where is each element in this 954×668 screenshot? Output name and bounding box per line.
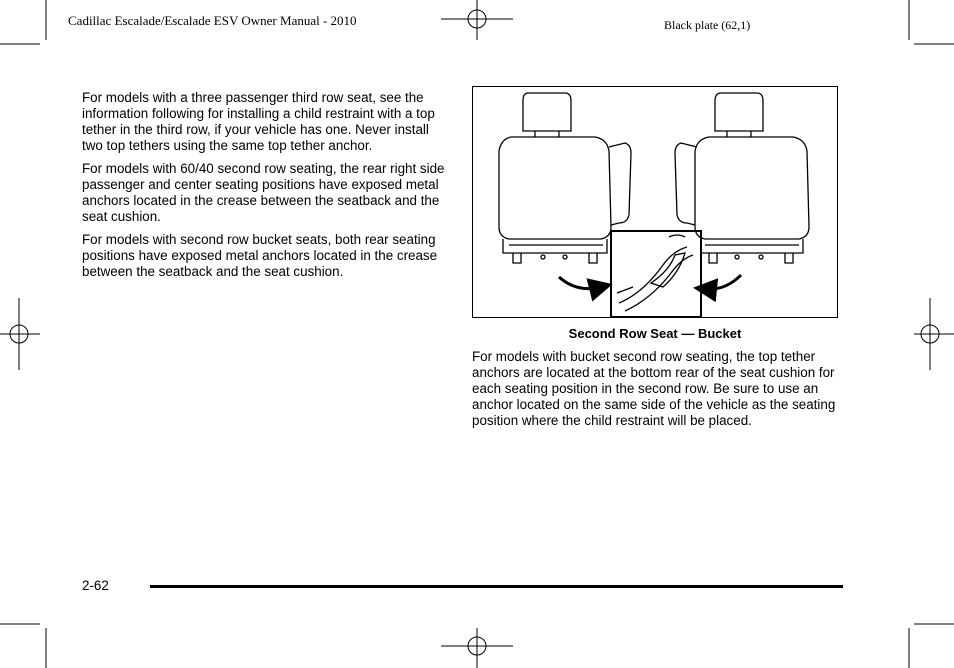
- paragraph-bucket-anchors: For models with bucket second row seating, the top tether anchors are located at the bottom rear of the seat cushion for each seating position in the second row. Be sure to use an anchor located on the same side of the vehicle as the seating position where the child restraint will be placed.: [472, 349, 836, 428]
- paragraph-third-row: For models with a three passenger third row seat, see the information following for installing a child restraint with a top tether in the third row, if your vehicle has one. Never install two top tethers using the same top tether anchor.: [82, 90, 435, 153]
- right-seat-drawing: [675, 93, 809, 263]
- left-arrow: [559, 277, 601, 289]
- plate-label: Black plate (62,1): [664, 18, 751, 32]
- figure-caption: Second Row Seat — Bucket: [568, 326, 742, 341]
- manual-title: Cadillac Escalade/Escalade ESV Owner Manual - 2010: [68, 13, 357, 28]
- paragraph-60-40-seating: For models with 60/40 second row seating, the rear right side passenger and center seating positions have exposed metal anchors located in the crease between the seatback and the seat cushion.: [82, 161, 445, 224]
- left-column: [82, 90, 452, 287]
- right-column: [472, 349, 842, 436]
- right-arrow: [705, 275, 741, 289]
- anchor-detail-inset: [611, 231, 701, 317]
- seat-illustration: [472, 86, 838, 318]
- paragraph-bucket-seats: For models with second row bucket seats, both rear seating positions have exposed metal anchors located in the crease between the seatback and the seat cushion.: [82, 232, 438, 279]
- page-number: 2-62: [82, 578, 109, 593]
- footer-rule: [150, 585, 843, 588]
